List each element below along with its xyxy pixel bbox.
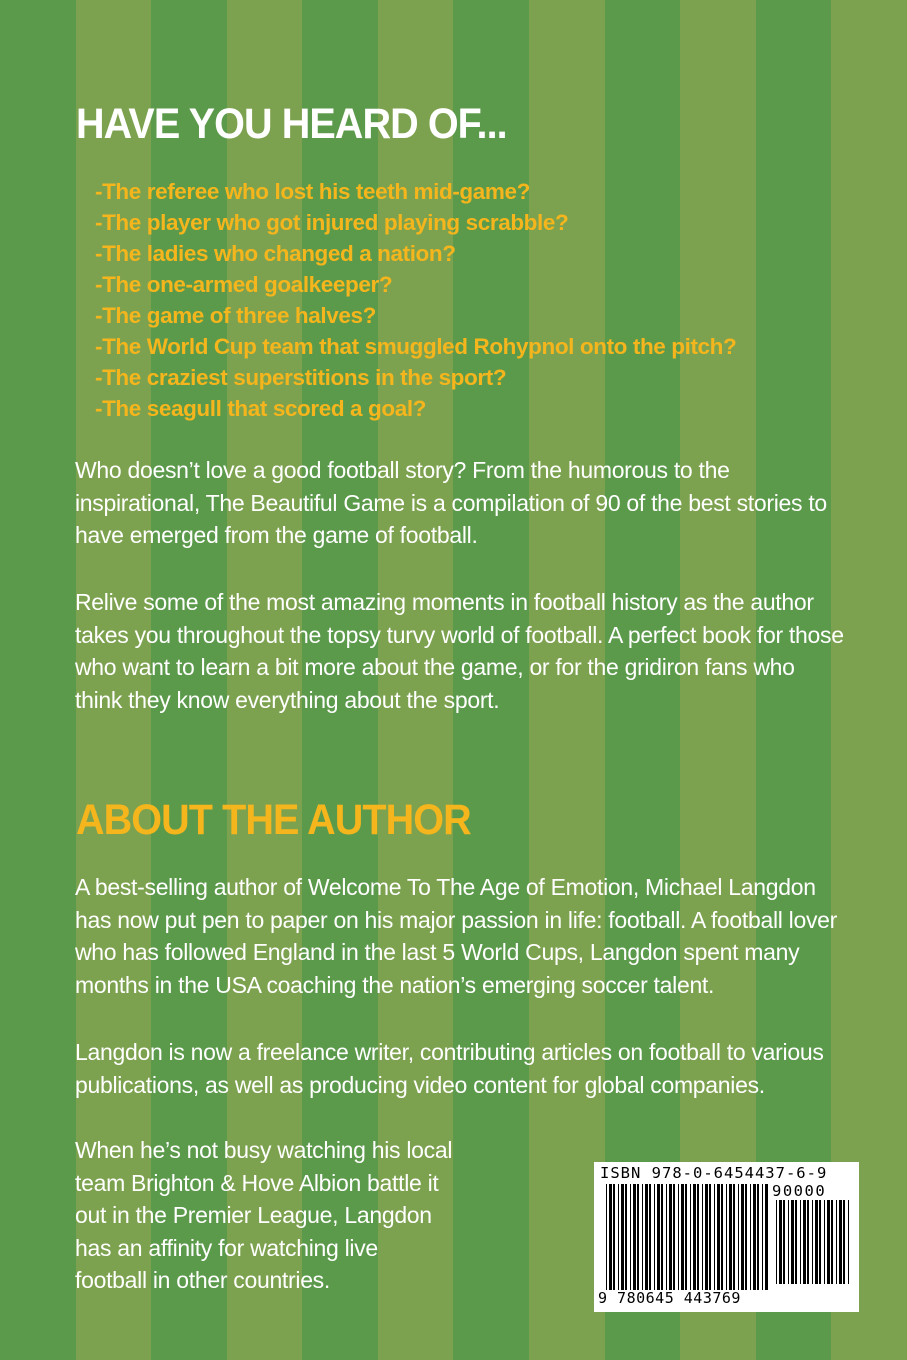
list-item: -The seagull that scored a goal? [95, 396, 427, 421]
barcode-digits: 9 780645 443769 [598, 1289, 741, 1307]
page-title: HAVE YOU HEARD OF... [76, 100, 507, 148]
barcode-bar [726, 1184, 727, 1290]
isbn-label: ISBN 978-0-6454437-6-9 [600, 1164, 828, 1182]
barcode-bar [714, 1184, 715, 1290]
list-item: -The World Cup team that smuggled Rohypnol onto the pitch? [95, 334, 737, 359]
barcode-bar [753, 1184, 756, 1290]
barcode-bar [776, 1200, 777, 1284]
barcode-bar [666, 1184, 667, 1290]
barcode-bar [609, 1184, 612, 1290]
barcode-bar [690, 1184, 691, 1290]
barcode-bar [733, 1184, 735, 1290]
barcode-bar [824, 1200, 825, 1284]
list-item: -The craziest superstitions in the sport? [95, 365, 507, 390]
barcode-bar [606, 1184, 607, 1290]
barcode-bar [783, 1200, 785, 1284]
about-paragraph: A best-selling author of Welcome To The Age of Emotion, Michael Langdon has now put pen to paper on his major passion in life: football. A football lover who has followed England in the last 5 World Cups, Langdon spent many months in the USA coaching the nation’s emerging soccer talent. [75, 874, 838, 998]
question-list [95, 176, 736, 424]
barcode-bar [795, 1200, 797, 1284]
barcode-bar [803, 1200, 806, 1284]
barcode-bar [673, 1184, 675, 1290]
barcode-bar [738, 1184, 739, 1290]
barcode-bar [661, 1184, 663, 1290]
list-item: -The player who got injured playing scrabble? [95, 210, 569, 235]
barcode-bar [765, 1184, 768, 1290]
barcode-bar [812, 1200, 813, 1284]
barcode-bar [669, 1184, 672, 1290]
intro-paragraph: Who doesn’t love a good football story? From the humorous to the inspirational, The Beautiful Game is a compilation of 90 of the best stories to have emerged from the game of football. [75, 457, 827, 548]
barcode-bar [762, 1184, 763, 1290]
list-item: -The game of three halves? [95, 303, 376, 328]
barcode-bar [836, 1200, 837, 1284]
barcode-bar [721, 1184, 723, 1290]
barcode-bar [645, 1184, 648, 1290]
about-heading: ABOUT THE AUTHOR [76, 796, 471, 844]
barcode-bar [654, 1184, 655, 1290]
barcode-bar [779, 1200, 782, 1284]
barcode-bar [827, 1200, 830, 1284]
barcode-bar [815, 1200, 818, 1284]
list-item: -The ladies who changed a nation? [95, 241, 456, 266]
barcode-bar [621, 1184, 624, 1290]
barcode-bar [819, 1200, 821, 1284]
barcode-bar [750, 1184, 751, 1290]
barcode-bar [839, 1200, 842, 1284]
barcode-bars [606, 1184, 768, 1290]
barcode-bar [678, 1184, 679, 1290]
barcode-bar [657, 1184, 660, 1290]
barcode-bar [800, 1200, 801, 1284]
barcode-bar [642, 1184, 643, 1290]
barcode-bar [729, 1184, 732, 1290]
barcode-bar [741, 1184, 744, 1290]
barcode-bar [702, 1184, 703, 1290]
barcode-bar [681, 1184, 684, 1290]
barcode-bar [717, 1184, 720, 1290]
barcode-bar [618, 1184, 619, 1290]
price-code: 90000 [772, 1182, 827, 1200]
barcode-bar [709, 1184, 711, 1290]
about-paragraph: Langdon is now a freelance writer, contributing articles on football to various publications, as well as producing video content for global companies. [75, 1039, 824, 1098]
barcode-bar [745, 1184, 747, 1290]
barcode-bar [630, 1184, 631, 1290]
barcode-bar [807, 1200, 809, 1284]
barcode-bar [788, 1200, 789, 1284]
barcode-bar [649, 1184, 651, 1290]
isbn-barcode [594, 1162, 859, 1312]
list-item: -The referee who lost his teeth mid-game? [95, 179, 530, 204]
barcode-bar [757, 1184, 759, 1290]
intro-paragraph: Relive some of the most amazing moments in football history as the author takes you throughout the topsy turvy world of football. A perfect book for those who want to learn a bit more about the game, or for the gridiron fans who think they know everything about the sport. [75, 589, 844, 713]
barcode-bar [697, 1184, 699, 1290]
barcode-bar [831, 1200, 833, 1284]
barcode-bar [693, 1184, 696, 1290]
barcode-bar [685, 1184, 687, 1290]
about-paragraph: When he’s not busy watching his local team Brighton & Hove Albion battle it out in the Premier League, Langdon has an affinity for watching live football in other countries. [75, 1137, 453, 1293]
barcode-bar [625, 1184, 627, 1290]
barcode-bar [613, 1184, 615, 1290]
price-barcode-bars [776, 1200, 852, 1284]
barcode-bar [791, 1200, 794, 1284]
barcode-bar [848, 1200, 849, 1284]
barcode-bar [843, 1200, 845, 1284]
barcode-bar [637, 1184, 639, 1290]
barcode-bar [705, 1184, 708, 1290]
list-item: -The one-armed goalkeeper? [95, 272, 393, 297]
barcode-bar [633, 1184, 636, 1290]
